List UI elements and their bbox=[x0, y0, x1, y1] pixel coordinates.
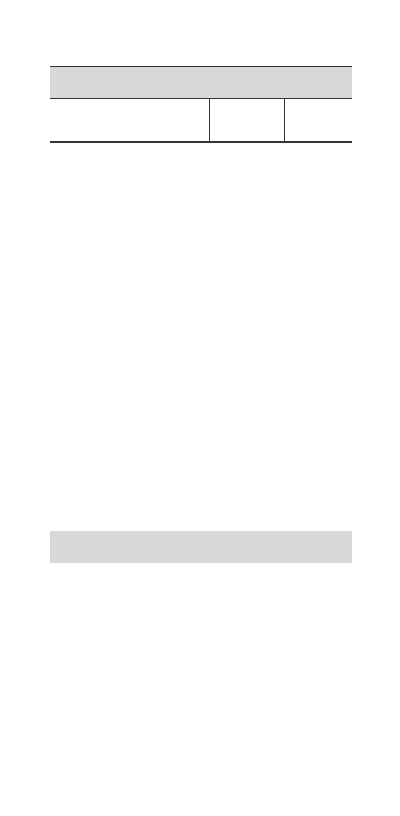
chart-title-bar bbox=[50, 531, 352, 563]
column-header-blank bbox=[50, 99, 210, 141]
table-column-header bbox=[50, 98, 352, 142]
sales-area-chart bbox=[50, 531, 352, 767]
line-chart-svg bbox=[50, 563, 352, 763]
table-body bbox=[50, 142, 352, 143]
real-estate-table bbox=[50, 66, 352, 143]
table-title-bar bbox=[50, 66, 352, 98]
column-header-absolute bbox=[210, 99, 285, 141]
column-header-growth bbox=[285, 99, 352, 141]
